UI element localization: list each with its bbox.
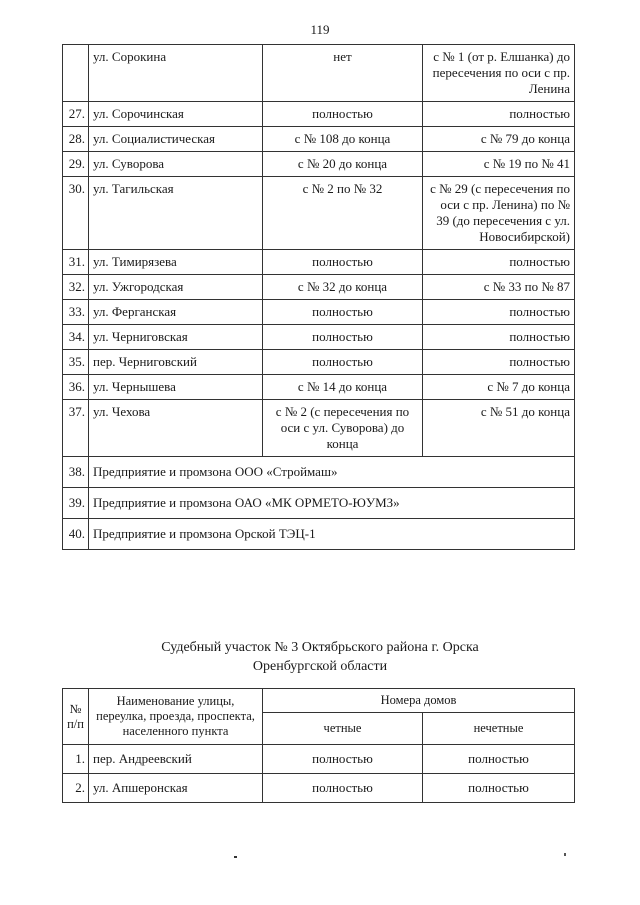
street-name: ул. Тимирязева [89, 250, 263, 275]
even-houses: с № 20 до конца [263, 152, 423, 177]
row-number: 37. [63, 400, 89, 457]
section-heading-line2: Оренбургской области [252, 659, 388, 674]
odd-houses: с № 79 до конца [423, 127, 575, 152]
table-row [63, 325, 575, 350]
table-row [63, 457, 575, 488]
header-row [63, 689, 575, 713]
row-number: 40. [63, 519, 89, 550]
street-name: пер. Черниговский [89, 350, 263, 375]
table-row [63, 275, 575, 300]
odd-houses: полностью [423, 745, 575, 774]
row-number: 34. [63, 325, 89, 350]
row-number: 39. [63, 488, 89, 519]
even-houses: нет [263, 45, 423, 102]
row-number: 30. [63, 177, 89, 250]
table-row [63, 400, 575, 457]
odd-houses: с № 1 (от р. Елшанка) до пересечения по оси с пр. Ленина [423, 45, 575, 102]
street-name: ул. Ужгородская [89, 275, 263, 300]
table-row [63, 152, 575, 177]
row-number: 27. [63, 102, 89, 127]
court-district-3-table [62, 688, 575, 803]
header-even: четные [263, 713, 423, 745]
header-street-name: Наименование улицы, переулка, проезда, проспекта, населенного пункта [89, 689, 263, 745]
even-houses: с № 32 до конца [263, 275, 423, 300]
odd-houses: с № 51 до конца [423, 400, 575, 457]
enterprise-name: Предприятие и промзона ОАО «МК ОРМЕТО-ЮУМЗ» [89, 488, 575, 519]
even-houses: с № 2 по № 32 [263, 177, 423, 250]
table-row [63, 177, 575, 250]
court-district-3-table-body [63, 745, 575, 803]
table-row [63, 102, 575, 127]
street-name: ул. Тагильская [89, 177, 263, 250]
table-row [63, 519, 575, 550]
odd-houses: с № 7 до конца [423, 375, 575, 400]
row-number: 2. [63, 774, 89, 803]
odd-houses: с № 33 по № 87 [423, 275, 575, 300]
odd-houses: с № 29 (с пересечения по оси с пр. Ленина) по № 39 (до пересечения с ул. Новосибирской) [423, 177, 575, 250]
even-houses: с № 2 (с пересечения по оси с ул. Суворова) до конца [263, 400, 423, 457]
odd-houses: с № 19 по № 41 [423, 152, 575, 177]
odd-houses: полностью [423, 102, 575, 127]
row-number: 29. [63, 152, 89, 177]
scan-mark [564, 853, 566, 856]
odd-houses: полностью [423, 250, 575, 275]
street-name: ул. Сорочинская [89, 102, 263, 127]
row-number: 36. [63, 375, 89, 400]
table-header [63, 689, 575, 745]
even-houses: полностью [263, 350, 423, 375]
even-houses: полностью [263, 102, 423, 127]
row-number: 32. [63, 275, 89, 300]
even-houses: полностью [263, 774, 423, 803]
enterprise-name: Предприятие и промзона ООО «Строймаш» [89, 457, 575, 488]
section-heading-line1: Судебный участок № 3 Октябрьского района г. Орска [161, 640, 479, 655]
table-row [63, 127, 575, 152]
street-name: ул. Апшеронская [89, 774, 263, 803]
table-row [63, 300, 575, 325]
odd-houses: полностью [423, 300, 575, 325]
even-houses: с № 108 до конца [263, 127, 423, 152]
table-row [63, 745, 575, 774]
street-name: ул. Сорокина [89, 45, 263, 102]
streets-table [62, 44, 575, 550]
odd-houses: полностью [423, 774, 575, 803]
row-number: 38. [63, 457, 89, 488]
scan-mark [234, 856, 237, 858]
street-name: ул. Чехова [89, 400, 263, 457]
street-name: ул. Черниговская [89, 325, 263, 350]
even-houses: полностью [263, 325, 423, 350]
table-row [63, 45, 575, 102]
row-number: 31. [63, 250, 89, 275]
table-row [63, 488, 575, 519]
odd-houses: полностью [423, 350, 575, 375]
even-houses: полностью [263, 745, 423, 774]
table-row [63, 375, 575, 400]
street-name: ул. Чернышева [89, 375, 263, 400]
row-number: 28. [63, 127, 89, 152]
enterprise-name: Предприятие и промзона Орской ТЭЦ-1 [89, 519, 575, 550]
even-houses: с № 14 до конца [263, 375, 423, 400]
streets-table-body [63, 45, 575, 550]
odd-houses: полностью [423, 325, 575, 350]
row-number [63, 45, 89, 102]
section-heading [0, 638, 640, 676]
header-house-numbers: Номера домов [263, 689, 575, 713]
street-name: пер. Андреевский [89, 745, 263, 774]
street-name: ул. Суворова [89, 152, 263, 177]
row-number: 35. [63, 350, 89, 375]
even-houses: полностью [263, 250, 423, 275]
header-odd: нечетные [423, 713, 575, 745]
street-name: ул. Ферганская [89, 300, 263, 325]
table-row [63, 774, 575, 803]
row-number: 33. [63, 300, 89, 325]
header-num: № п/п [63, 689, 89, 745]
page-number: 119 [310, 22, 330, 37]
table-row [63, 250, 575, 275]
row-number: 1. [63, 745, 89, 774]
table-row [63, 350, 575, 375]
even-houses: полностью [263, 300, 423, 325]
street-name: ул. Социалистическая [89, 127, 263, 152]
